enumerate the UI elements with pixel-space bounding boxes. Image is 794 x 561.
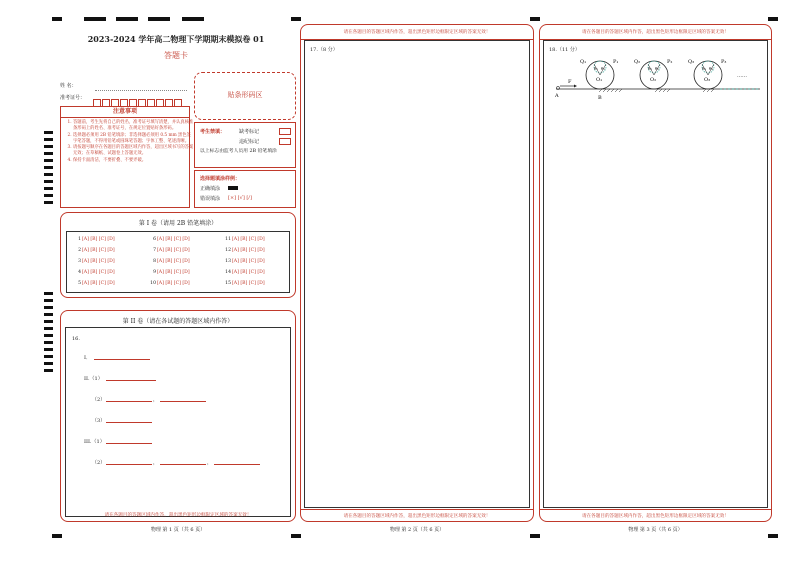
- mcq-options[interactable]: [A] [B] [C] [D]: [232, 248, 265, 253]
- answer-sheet-label: 答题卡: [164, 51, 188, 60]
- notice-item: 4. 保持卡面清洁，不要折叠、不要弄破。: [73, 158, 195, 164]
- q1-label: Q₁: [580, 59, 587, 65]
- q17-label: 17.（8 分）: [310, 47, 338, 53]
- mcq-question-number: 7: [153, 248, 156, 253]
- mcq-question-row[interactable]: [73, 237, 115, 242]
- q17-answer-area[interactable]: [304, 40, 530, 508]
- mcq-question-row[interactable]: [73, 248, 115, 253]
- fill-example-box: [194, 170, 296, 208]
- timing-mark: [44, 355, 53, 358]
- page-footer-3: 物理 第 3 页（共 6 页）: [628, 527, 683, 533]
- force-label: F: [568, 79, 572, 85]
- mcq-question-row[interactable]: [148, 259, 190, 264]
- timing-mark: [44, 334, 53, 337]
- theta1-label: θ₁: [601, 66, 606, 71]
- q16-part2-3-label: （3）: [92, 418, 106, 424]
- timing-mark: [44, 131, 53, 134]
- mcq-options[interactable]: [A] [B] [C] [D]: [157, 270, 190, 275]
- notice-list: [67, 120, 195, 164]
- timing-mark: [44, 306, 53, 309]
- mcq-question-row[interactable]: [223, 259, 265, 264]
- mcq-question-row[interactable]: [148, 237, 190, 242]
- exam-title: 2023-2024 学年高二物理下学期期末模拟卷 01: [87, 34, 265, 44]
- q16-label: 16.: [72, 336, 80, 342]
- status-note: 以上标志由监考人员用 2B 铅笔填涂: [200, 149, 277, 154]
- timing-mark: [44, 173, 53, 176]
- notice-item: 2. 选择题必须用 2B 铅笔填涂；非选择题必须用 0.5 mm 黑色签字笔答题，不得用铅笔或圆珠笔答题；字体工整、笔迹清晰。: [73, 133, 195, 146]
- point-b-label: B: [598, 95, 602, 101]
- mcq-question-number: 2: [78, 248, 81, 253]
- q16-part3-2-blank-b[interactable]: [160, 459, 206, 465]
- section1-box: [60, 212, 296, 298]
- violation-checkbox[interactable]: [279, 138, 291, 145]
- mcq-question-number: 1: [78, 237, 81, 242]
- mcq-question-row[interactable]: [148, 281, 190, 286]
- timing-mark: [44, 313, 53, 316]
- out-of-bounds-warning: 请在各题目的答题区域内作答，超出黑色矩形边框限定区域的答案无效！: [581, 514, 729, 519]
- timing-mark: [530, 534, 540, 538]
- out-of-bounds-warning: 请在各题目的答题区域内作答，超出黑色矩形边框限定区域的答案无效！: [343, 30, 491, 35]
- timing-mark: [44, 180, 53, 183]
- o2-label: O₂: [650, 77, 657, 83]
- q16-part3-2-blank-a[interactable]: [106, 459, 152, 465]
- timing-mark: [52, 534, 62, 538]
- q2-label: Q₂: [634, 59, 641, 65]
- timing-mark: [44, 299, 53, 302]
- mcq-options[interactable]: [A] [B] [C] [D]: [82, 259, 115, 264]
- q16-answer-area[interactable]: [65, 327, 291, 517]
- mcq-question-number: 11: [225, 237, 231, 242]
- point-a-label: A: [555, 93, 559, 99]
- timing-mark: [291, 17, 301, 21]
- divider: [301, 509, 533, 510]
- violation-label: 违纪标记: [239, 139, 260, 145]
- mcq-question-number: 6: [153, 237, 156, 242]
- mcq-question-row[interactable]: [148, 270, 190, 275]
- mcq-question-number: 9: [153, 270, 156, 275]
- mcq-options[interactable]: [A] [B] [C] [D]: [157, 237, 190, 242]
- timing-mark: [44, 320, 53, 323]
- q16-part3-2-label: （2）: [92, 460, 106, 466]
- mcq-options[interactable]: [A] [B] [C] [D]: [232, 281, 265, 286]
- mcq-question-number: 10: [150, 281, 156, 286]
- timing-mark: [182, 17, 204, 21]
- mcq-question-number: 4: [78, 270, 81, 275]
- mcq-grid: [66, 231, 290, 293]
- mcq-question-number: 3: [78, 259, 81, 264]
- q16-part2-2-label: （2）: [92, 397, 106, 403]
- p3-label: P₃: [721, 59, 727, 65]
- out-of-bounds-warning: 请在各题目的答题区域内作答，超出黑色矩形边框限定区域的答案无效！: [343, 514, 491, 519]
- mcq-options[interactable]: [A] [B] [C] [D]: [157, 248, 190, 253]
- q18-label: 18.（11 分）: [549, 47, 580, 53]
- theta3-label: θ₃: [702, 66, 707, 71]
- q3-label: Q₃: [688, 59, 695, 65]
- q16-part3-label: III.（1）: [84, 439, 105, 445]
- page-footer-2: 物理 第 2 页（共 6 页）: [389, 527, 445, 533]
- timing-mark: [530, 17, 540, 21]
- section2-box: [60, 310, 296, 522]
- page-footer-1: 物理 第 1 页（共 6 页）: [150, 527, 206, 533]
- mcq-question-row[interactable]: [73, 270, 115, 275]
- mcq-options[interactable]: [A] [B] [C] [D]: [232, 270, 265, 275]
- wrong-fill-label: 错误填涂: [200, 196, 221, 202]
- mcq-options[interactable]: [A] [B] [C] [D]: [157, 259, 190, 264]
- mcq-question-row[interactable]: [223, 281, 265, 286]
- theta2-label: θ₂: [648, 66, 653, 71]
- absent-checkbox[interactable]: [279, 128, 291, 135]
- out-of-bounds-warning: 请在各题目的答题区域内作答，超出黑色矩形边框限定区域的答案无效！: [581, 30, 729, 35]
- timing-mark: [44, 138, 53, 141]
- timing-mark: [44, 152, 53, 155]
- timing-mark: [44, 166, 53, 169]
- notice-item: 1. 答题前，考生先将自己的姓名，准考证号填写清楚，并认真核准条形码上的姓名、准考证号，在规定位置贴好条形码。: [73, 120, 195, 133]
- barcode-area: [194, 72, 296, 120]
- mcq-question-row[interactable]: [223, 270, 265, 275]
- notice-title: 注意事项: [61, 107, 189, 118]
- timing-mark: [84, 17, 106, 21]
- timing-mark: [44, 145, 53, 148]
- absent-label: 缺考标记: [239, 129, 260, 135]
- timing-mark: [116, 17, 138, 21]
- mcq-question-number: 5: [78, 281, 81, 286]
- notice-item: 3. 请按题号顺序在各题目的答题区域内作答，超出区域书写的答案无效；在草稿纸、试题卷上答题无效。: [73, 145, 195, 158]
- timing-mark: [768, 17, 778, 21]
- comma: ，: [153, 397, 159, 403]
- q16-part3-blank[interactable]: [106, 438, 152, 444]
- status-label: 考生禁填：: [200, 129, 226, 135]
- mcq-question-number: 14: [225, 270, 231, 275]
- timing-mark: [44, 369, 53, 372]
- theta2-label: θ₂: [655, 66, 660, 71]
- mcq-question-row[interactable]: [223, 237, 265, 242]
- mcq-question-number: 12: [225, 248, 231, 253]
- id-label: 准考证号：: [60, 95, 86, 101]
- status-box: [194, 122, 296, 168]
- mcq-question-row[interactable]: [223, 248, 265, 253]
- timing-mark: [44, 362, 53, 365]
- o3-label: O₃: [704, 77, 711, 83]
- timing-mark: [44, 159, 53, 162]
- correct-fill-label: 正确填涂: [200, 186, 221, 192]
- fill-example-title: 选择题填涂样例：: [200, 176, 241, 182]
- mcq-question-row[interactable]: [73, 281, 115, 286]
- timing-mark: [44, 341, 53, 344]
- barcode-label: 贴条形码区: [227, 91, 263, 99]
- notice-box: [60, 106, 194, 208]
- divider: [540, 509, 771, 510]
- p2-label: P₂: [667, 59, 673, 65]
- mcq-question-number: 15: [225, 281, 231, 286]
- q16-part2-blank[interactable]: [106, 375, 156, 381]
- mcq-options[interactable]: [A] [B] [C] [D]: [82, 248, 115, 253]
- out-of-bounds-warning: 请在各题目的答题区域内作答，超出黑色矩形边框限定区域的答案无效！: [104, 513, 252, 518]
- q16-part2-2-blank-a[interactable]: [106, 396, 152, 402]
- section2-title: 第 II 卷（请在各试题的答题区域内作答）: [122, 318, 234, 325]
- timing-mark: [768, 534, 778, 538]
- timing-mark: [148, 17, 170, 21]
- timing-mark: [44, 348, 53, 351]
- mcq-options[interactable]: [A] [B] [C] [D]: [82, 237, 115, 242]
- q17-panel: [300, 24, 534, 522]
- timing-mark: [44, 201, 53, 204]
- mcq-question-number: 13: [225, 259, 231, 264]
- theta1-label: θ₁: [594, 66, 599, 71]
- mcq-question-row[interactable]: [148, 248, 190, 253]
- timing-mark: [44, 194, 53, 197]
- comma: ，: [207, 460, 213, 466]
- theta3-label: θ₃: [709, 66, 714, 71]
- q16-part1-label: I．: [84, 355, 91, 361]
- name-label: 姓 名：: [60, 83, 77, 89]
- mcq-options[interactable]: [A] [B] [C] [D]: [232, 259, 265, 264]
- mcq-question-number: 8: [153, 259, 156, 264]
- mcq-options[interactable]: [A] [B] [C] [D]: [82, 270, 115, 275]
- mcq-question-row[interactable]: [73, 259, 115, 264]
- q16-part2-label: II.（1）: [84, 376, 103, 382]
- wrong-fill-samples: [×] [√] [/]: [228, 195, 252, 201]
- q18-answer-area[interactable]: [543, 40, 768, 508]
- q18-panel: [539, 24, 772, 522]
- q18-diagram: [550, 55, 765, 107]
- q16-part2-3-blank[interactable]: [106, 417, 152, 423]
- continuation-dots: ……: [737, 73, 747, 79]
- mcq-options[interactable]: [A] [B] [C] [D]: [232, 237, 265, 242]
- name-line[interactable]: [95, 90, 187, 91]
- timing-mark: [44, 327, 53, 330]
- timing-mark: [44, 292, 53, 295]
- o1-label: O₁: [596, 77, 603, 83]
- q16-part2-2-blank-b[interactable]: [160, 396, 206, 402]
- timing-mark: [52, 17, 62, 21]
- correct-fill-sample: [228, 186, 238, 190]
- q16-part3-2-blank-c[interactable]: [214, 459, 260, 465]
- mcq-options[interactable]: [A] [B] [C] [D]: [82, 281, 115, 286]
- timing-mark: [291, 534, 301, 538]
- mcq-options[interactable]: [A] [B] [C] [D]: [157, 281, 190, 286]
- comma: ，: [153, 460, 159, 466]
- timing-mark: [44, 187, 53, 190]
- q16-part1-blank[interactable]: [94, 354, 150, 360]
- p1-label: P₁: [613, 59, 619, 65]
- section1-title: 第 I 卷（请用 2B 铅笔填涂）: [138, 220, 218, 227]
